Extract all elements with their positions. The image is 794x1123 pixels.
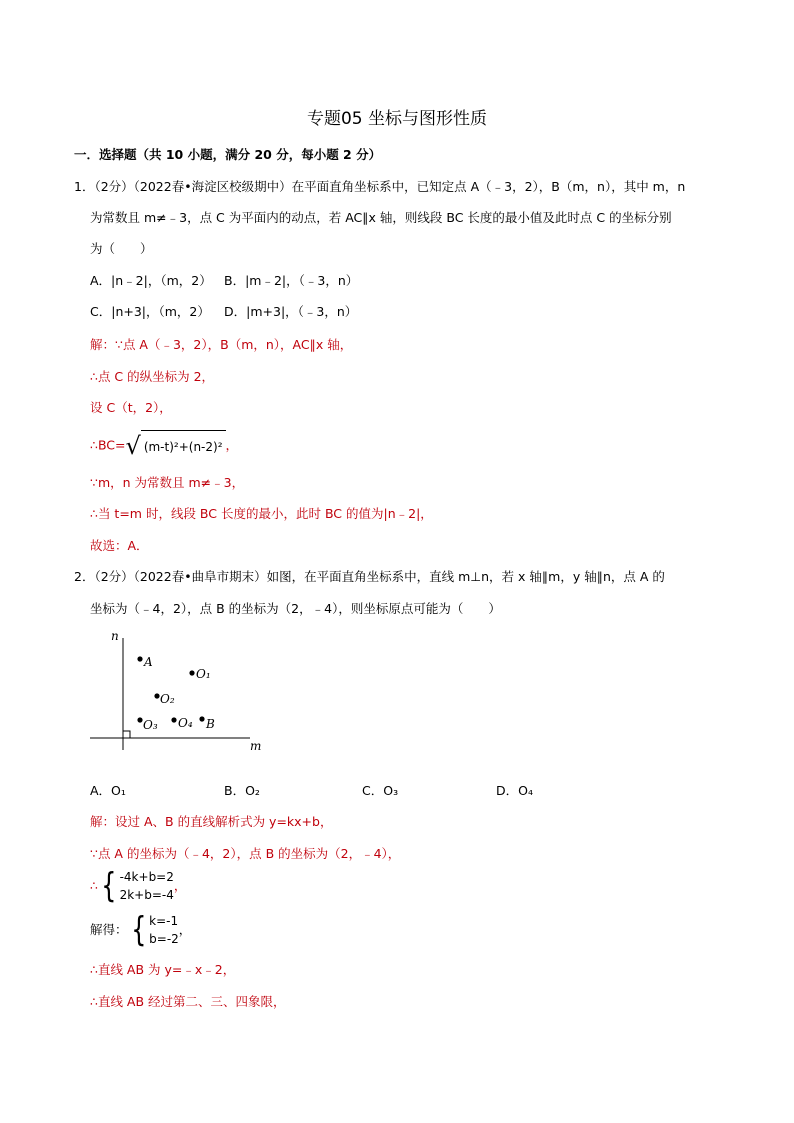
q1-stem-line-1: 1．（2分）（2022春•海淀区校级期中）在平面直角坐标系中，已知定点 A（﹣3，2），B（m，n），其中 m，n: [74, 179, 686, 194]
q2-solution-line-1: 解：设过 A、B 的直线解析式为 y=kx+b，: [90, 814, 333, 829]
point-b-label: B: [206, 717, 215, 731]
point-b-dot: [199, 716, 204, 721]
bc-label: ∴BC=: [90, 437, 126, 453]
q2-equation-system: [90, 868, 186, 904]
system-eq-1: -4k+b=2: [119, 870, 174, 884]
q1-solution-line-6: ∴当 t=m 时，线段 BC 长度的最小，此时 BC 的值为|n﹣2|，: [90, 506, 433, 521]
q1-solution-line-1: 解：∵点 A（﹣3，2），B（m，n），AC∥x 轴，: [90, 337, 353, 352]
therefore-symbol: ∴: [90, 878, 98, 893]
point-o1-dot: [189, 670, 194, 675]
solution-brace: { k=-1 b=-2: [130, 910, 179, 950]
sqrt-expression: √ (m-t)²+(n-2)²: [126, 430, 226, 462]
point-a-label: A: [144, 655, 153, 669]
comma: ，: [173, 878, 187, 893]
q1-solution-line-4: [90, 430, 238, 462]
q2-solution-line-2: ∵点 A 的坐标为（﹣4，2），点 B 的坐标为（2，﹣4），: [90, 846, 401, 861]
q1-stem-line-3: 为（ ）: [90, 241, 153, 256]
system-eq-2: 2k+b=-4: [119, 888, 174, 902]
right-angle-mark: [123, 731, 130, 738]
axis-n-label: n: [111, 629, 119, 643]
q2-stem-line-2: 坐标为（﹣4，2），点 B 的坐标为（2，﹣4），则坐标原点可能为（ ）: [90, 601, 501, 616]
point-o3-dot: [137, 717, 142, 722]
q1-solution-line-3: 设 C（t，2），: [90, 400, 172, 415]
q2-option-b: B．O₂: [224, 783, 260, 798]
q2-solution-system: [90, 912, 191, 948]
q1-option-b: B．|m﹣2|，（﹣3，n）: [224, 273, 359, 288]
q2-option-c: C．O₃: [362, 783, 399, 798]
point-a-dot: [137, 656, 142, 661]
point-o2-label: O₂: [160, 692, 175, 706]
section-heading: 一．选择题（共 10 小题，满分 20 分，每小题 2 分）: [74, 147, 382, 162]
coordinate-figure: [88, 628, 268, 758]
point-o4-dot: [171, 717, 176, 722]
page-title: 专题05 坐标与图形性质: [306, 109, 488, 129]
q1-stem-line-2: 为常数且 m≠﹣3，点 C 为平面内的动点，若 AC∥x 轴，则线段 BC 长度的最小值及此时点 C 的坐标分别: [90, 210, 672, 225]
point-o4-label: O₄: [178, 716, 193, 730]
q2-option-d: D．O₄: [496, 783, 533, 798]
q1-solution-line-2: ∴点 C 的纵坐标为 2，: [90, 369, 215, 384]
q1-solution-line-5: ∵m，n 为常数且 m≠﹣3，: [90, 475, 245, 490]
q2-stem-line-1: 2．（2分）（2022春•曲阜市期末）如图，在平面直角坐标系中，直线 m⊥n，若 x 轴∥m，y 轴∥n，点 A 的: [74, 569, 665, 584]
point-o1-label: O₁: [196, 667, 211, 681]
q2-solution-line-4: ∴直线 AB 经过第二、三、四象限，: [90, 994, 286, 1009]
solved-label: 解得：: [90, 922, 128, 937]
q2-option-a: A．O₁: [90, 783, 126, 798]
system-brace: { -4k+b=2 2k+b=-4: [101, 866, 174, 906]
q1-option-a: A．|n﹣2|，（m，2）: [90, 273, 212, 288]
sqrt-radicand: (m-t)²+(n-2)²: [141, 430, 226, 462]
q2-solution-line-3: ∴直线 AB 为 y=﹣x﹣2，: [90, 962, 236, 977]
point-o3-label: O₃: [143, 718, 158, 732]
axis-m-label: m: [250, 739, 262, 753]
q1-option-c: C．|n+3|，（m，2）: [90, 304, 210, 319]
solution-eq-1: k=-1: [149, 914, 179, 928]
q1-option-d: D．|m+3|，（﹣3，n）: [224, 304, 358, 319]
comma: ，: [178, 922, 192, 937]
comma: ，: [225, 437, 239, 453]
q1-solution-line-7: 故选：A．: [90, 538, 149, 553]
solution-eq-2: b=-2: [149, 932, 179, 946]
point-o2-dot: [154, 693, 159, 698]
